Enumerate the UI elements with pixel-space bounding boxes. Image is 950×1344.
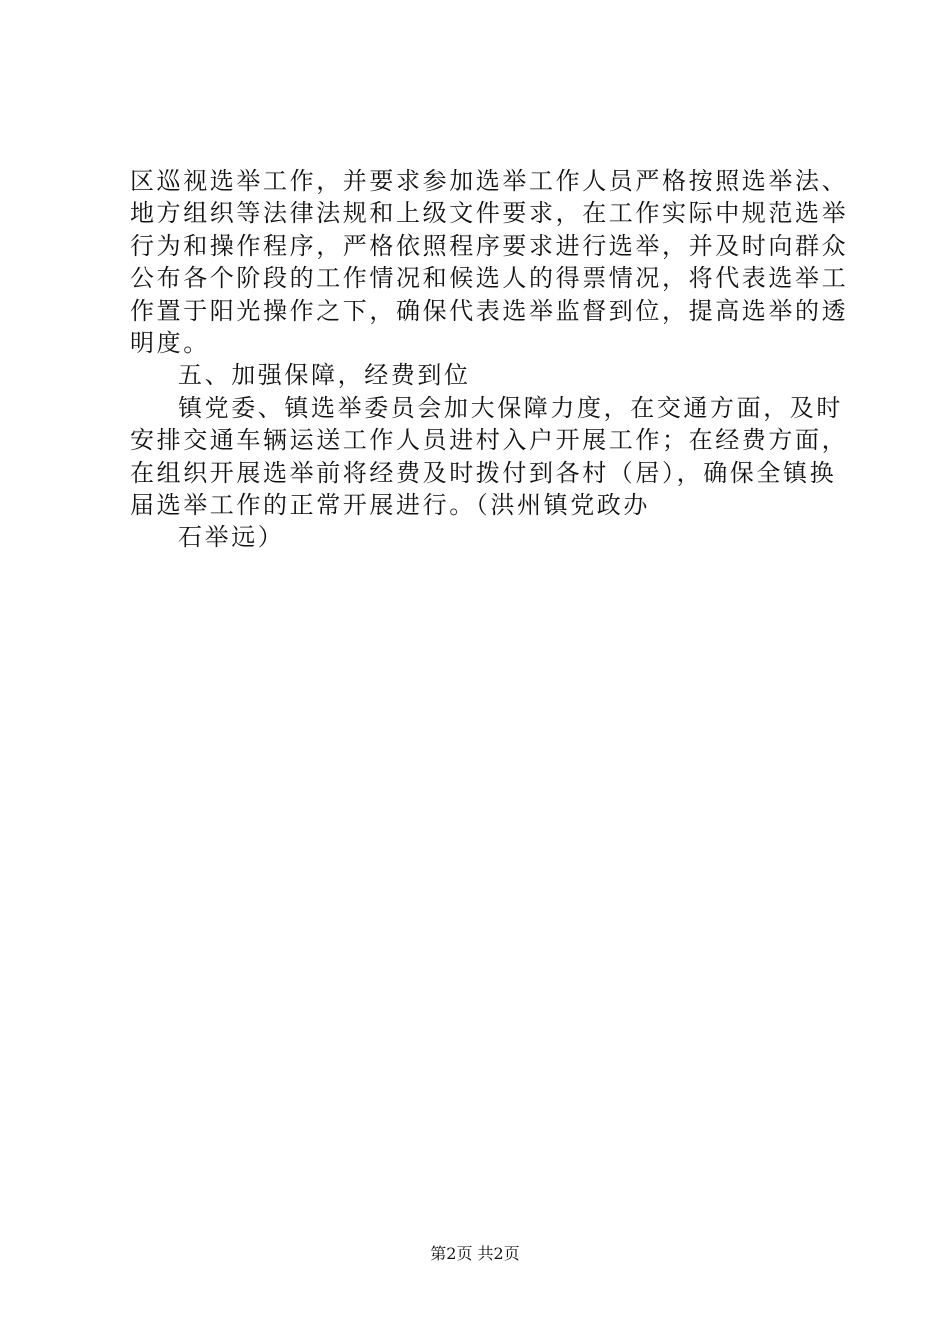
page-number: 第2页 共2页 xyxy=(430,1244,520,1263)
text-line: 地方组织等法律法规和上级文件要求，在工作实际中规范选举 xyxy=(130,199,849,228)
text-line: 区巡视选举工作，并要求参加选举工作人员严格按照选举法、 xyxy=(130,167,849,195)
text-line: 安排交通车辆运送工作人员进村入户开展工作；在经费方面， xyxy=(130,426,849,455)
page-footer xyxy=(0,1244,950,1264)
text-line: 届选举工作的正常开展进行。（洪州镇党政办 xyxy=(130,490,650,519)
section-heading: 五、加强保障，经费到位 xyxy=(178,361,471,390)
text-line: 明度。 xyxy=(130,328,210,357)
document-body xyxy=(130,165,849,554)
paragraph-first-line: 镇党委、镇选举委员会加大保障力度，在交通方面，及时 xyxy=(178,393,843,422)
text-line: 作置于阳光操作之下，确保代表选举监督到位，提高选举的透 xyxy=(130,296,849,325)
text-line: 在组织开展选举前将经费及时拨付到各村（居），确保全镇换 xyxy=(130,458,837,487)
author-line: 石举远） xyxy=(178,523,285,552)
text-line: 行为和操作程序，严格依照程序要求进行选举，并及时向群众 xyxy=(130,231,849,260)
text-line: 公布各个阶段的工作情况和候选人的得票情况，将代表选举工 xyxy=(130,264,849,293)
